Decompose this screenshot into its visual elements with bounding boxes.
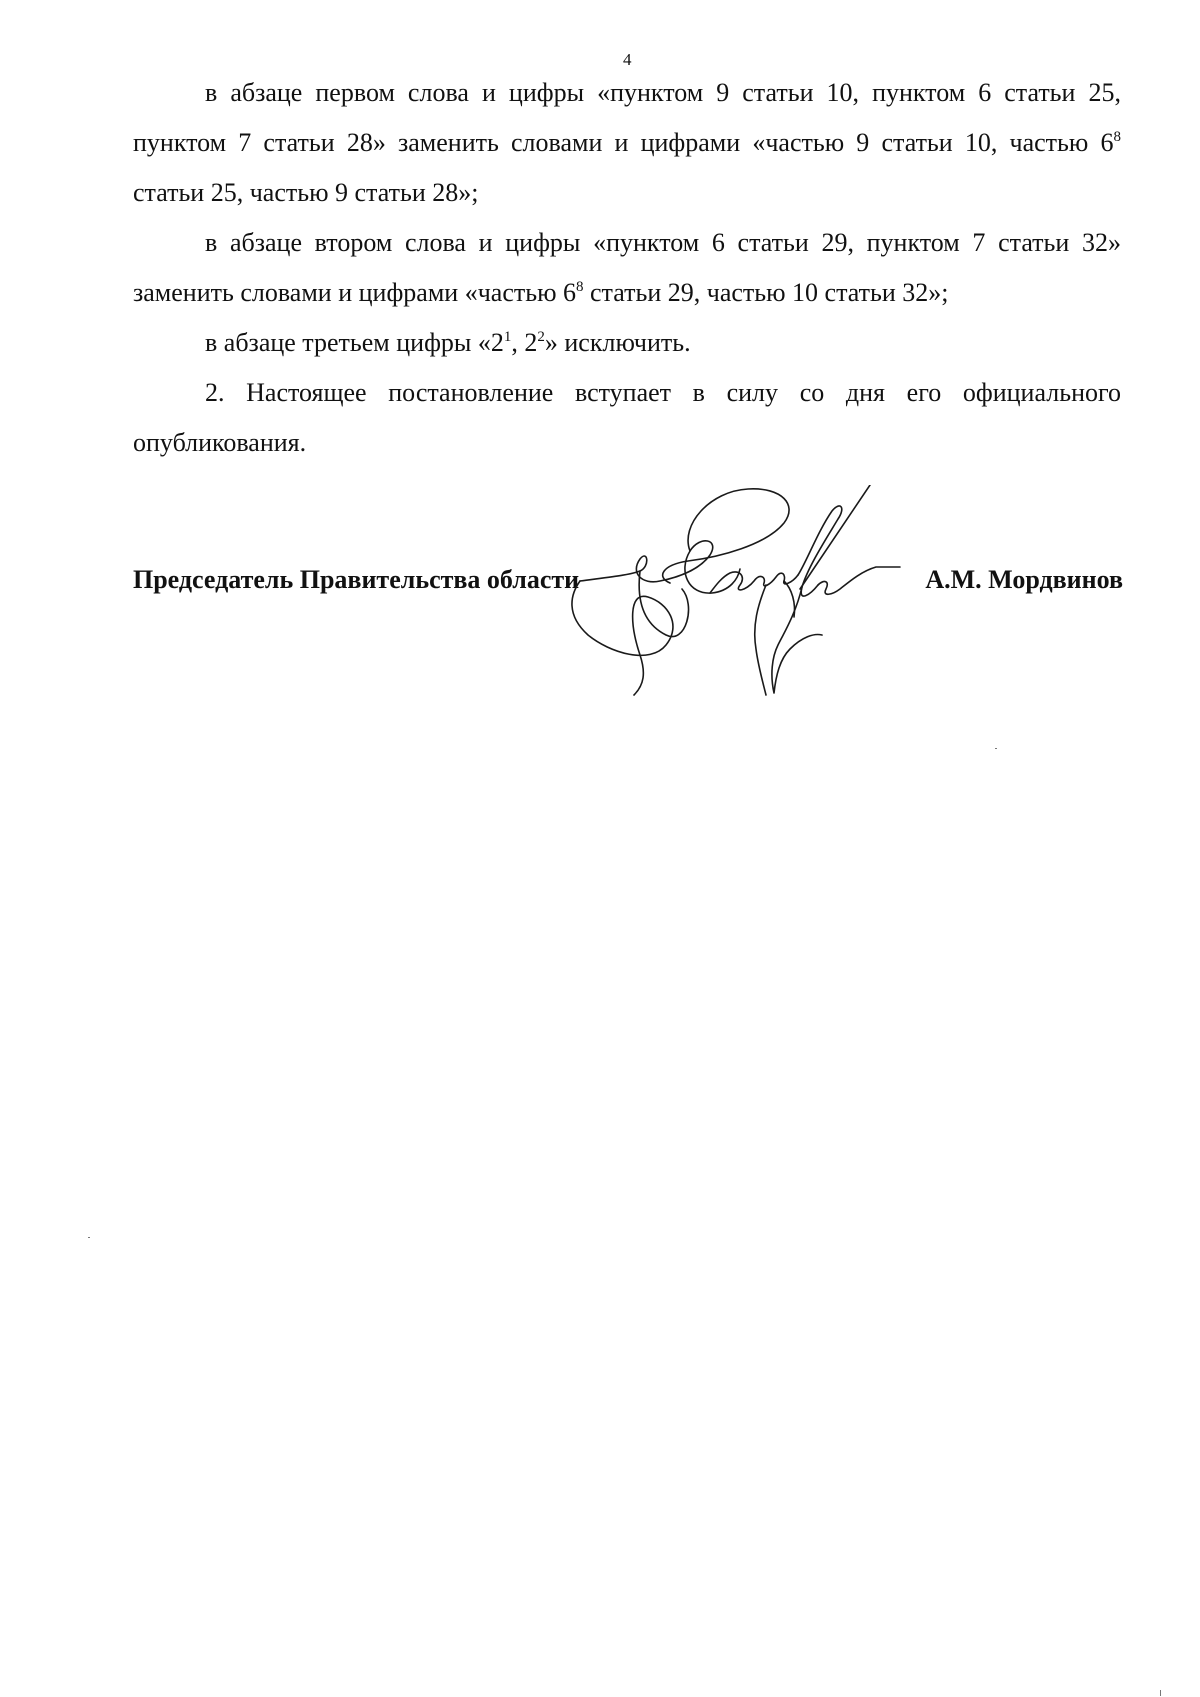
page-number: 4 [623, 50, 632, 69]
paragraph-text: статьи 29, частью 10 статьи 32»; [583, 278, 949, 307]
paragraph-text: статьи 25, частью 9 статьи 28»; [133, 178, 479, 207]
paragraph-amendment-first [133, 68, 1121, 218]
signatory-title: Председатель Правительства области [133, 565, 580, 594]
scan-speck [1160, 1690, 1161, 1696]
signatory-name: А.М. Мордвинов [925, 565, 1123, 594]
signature-stroke [572, 581, 673, 695]
signature-stroke [818, 567, 900, 594]
paragraph-text: » исключить. [544, 328, 691, 357]
paragraph-amendment-second [133, 218, 1121, 318]
paragraph-text: 2. Настоящее постановление вступает в силу со дня его официального опубликования. [133, 378, 1121, 457]
scan-speck [995, 748, 997, 749]
signature-stroke [755, 585, 766, 695]
paragraph-text: в абзаце третьем цифры «2 [205, 328, 504, 357]
superscript: 2 [537, 329, 545, 345]
paragraph-text: в абзаце первом слова и цифры «пунктом 9 статьи 10, пунктом 6 статьи 25, пунктом 7 статьи 28» заменить словами и цифрами «частью 9 статьи 10, частью 6 [133, 78, 1121, 157]
signature-stroke [772, 587, 822, 693]
signature-stroke [663, 489, 789, 583]
handwritten-signature [570, 485, 940, 700]
paragraph-amendment-third [133, 318, 1121, 368]
paragraph-effective-date [133, 368, 1121, 468]
superscript: 8 [576, 279, 584, 295]
paragraph-text: в абзаце втором слова и цифры «пунктом 6 статьи 29, пунктом 7 статьи 32» заменить словами и цифрами «частью 6 [133, 228, 1121, 307]
signature-stroke [784, 581, 795, 617]
signature-stroke [800, 485, 870, 589]
paragraph-text: , 2 [511, 328, 538, 357]
superscript: 1 [503, 329, 512, 345]
document-body [133, 68, 1121, 468]
superscript: 8 [1113, 129, 1121, 145]
scan-speck [88, 1237, 90, 1238]
